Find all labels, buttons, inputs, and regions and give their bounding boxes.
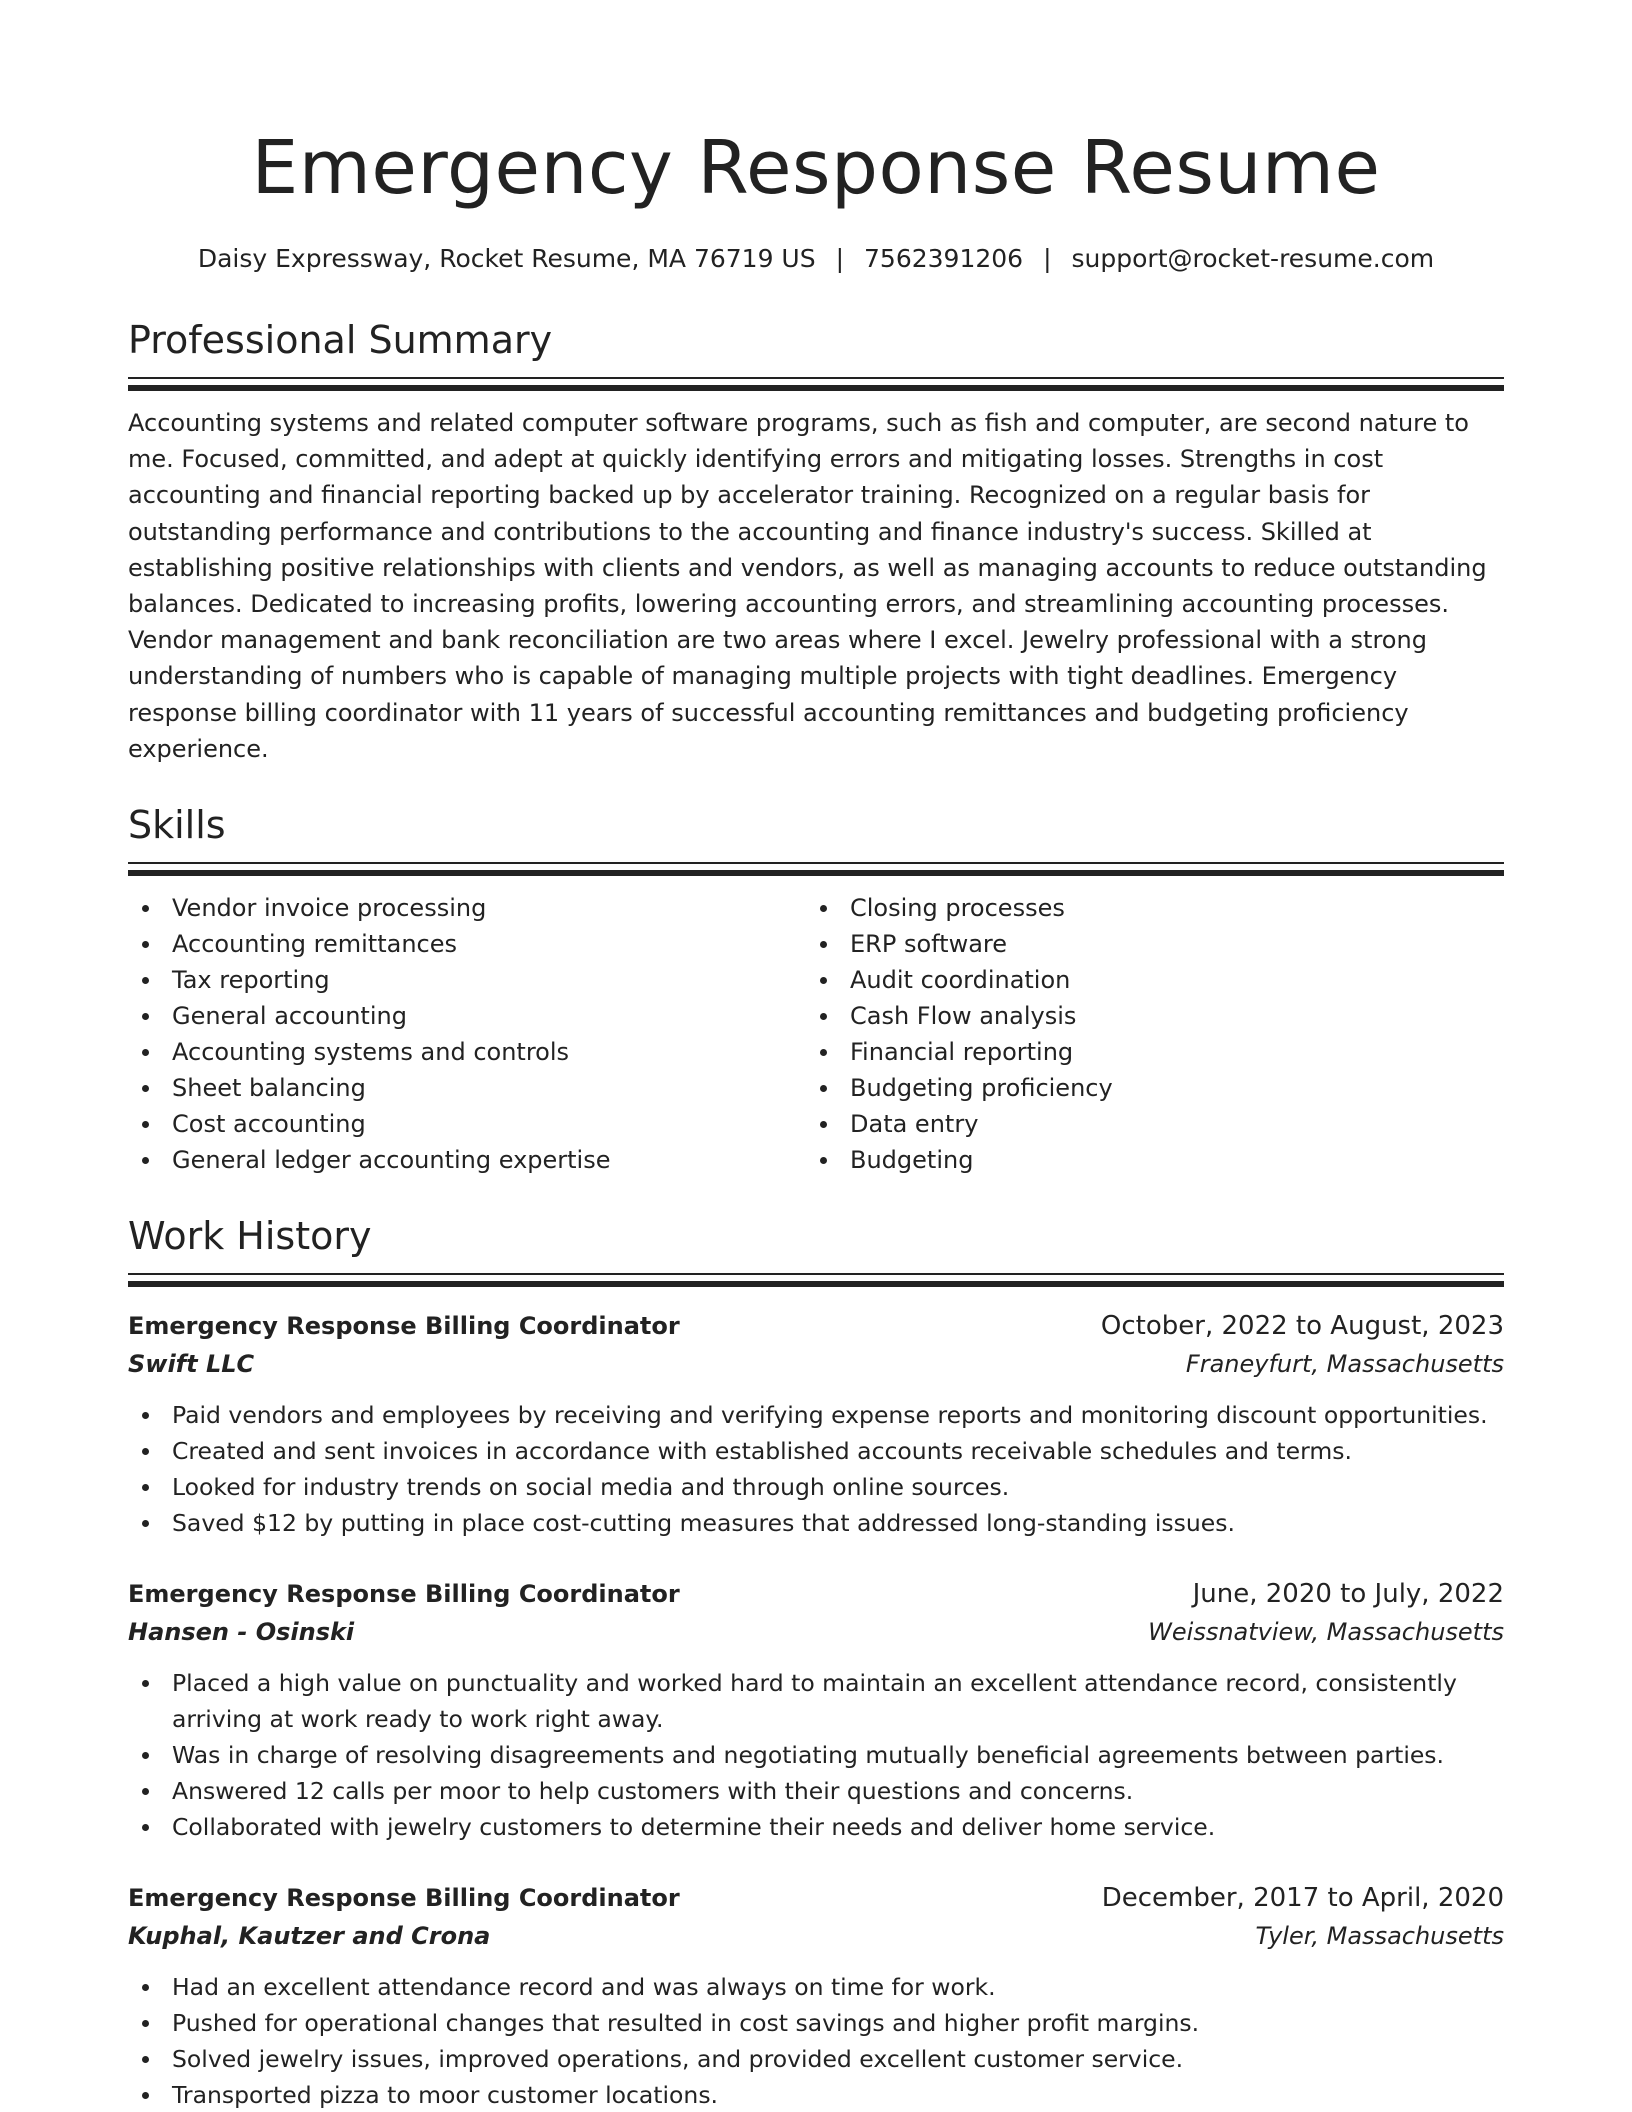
- bullet-icon: [142, 1412, 149, 1419]
- bullet-icon: [820, 1157, 827, 1164]
- job-bullet: [128, 2077, 1504, 2112]
- job-header-row: [128, 1307, 1504, 1345]
- skill-label: Data entry: [850, 1110, 979, 1139]
- bullet-icon: [142, 1520, 149, 1527]
- contact-phone: 7562391206: [864, 244, 1024, 273]
- job-header-row: [128, 1879, 1504, 1917]
- job-dates: June, 2020 to July, 2022: [1192, 1579, 1504, 1610]
- job-bullet-text: Looked for industry trends on social media and through online sources.: [172, 1473, 1010, 1502]
- contact-separator: |: [1043, 244, 1052, 273]
- bullet-icon: [142, 941, 149, 948]
- contact-address: Daisy Expressway, Rocket Resume, MA 76719 US: [197, 244, 816, 273]
- bullet-icon: [820, 1013, 827, 1020]
- bullet-icon: [820, 977, 827, 984]
- skill-item: [128, 1034, 806, 1070]
- skill-label: Accounting remittances: [172, 930, 457, 959]
- skill-label: Cash Flow analysis: [850, 1002, 1077, 1031]
- skill-label: Audit coordination: [850, 966, 1071, 995]
- job-title: Emergency Response Billing Coordinator: [128, 1312, 680, 1341]
- job-company-row: [128, 1917, 1504, 1955]
- bullet-icon: [142, 1157, 149, 1164]
- resume-title: Emergency Response Resume: [251, 125, 1381, 211]
- skill-item: [806, 962, 1484, 998]
- skill-item: [128, 998, 806, 1034]
- bullet-icon: [142, 905, 149, 912]
- job-bullet-text: Paid vendors and employees by receiving and verifying expense reports and monitoring discount opportunities.: [172, 1401, 1488, 1430]
- job-company-row: [128, 1345, 1504, 1383]
- skill-item: [128, 962, 806, 998]
- job-bullet-text: Created and sent invoices in accordance with established accounts receivable schedules and terms.: [172, 1437, 1352, 1466]
- summary-text: Accounting systems and related computer software programs, such as fish and computer, are second nature to me. Focused, committed, and adept at quickly identifying errors and mitigating losses. Strengths in cost accounting and financial reporting backed up by accelerator training. Recognized on a regular basis for outstanding performance and contributions to the accounting and finance industry's success. Skilled at establishing positive relationships with clients and vendors, as well as managing accounts to reduce outstanding balances. Dedicated to increasing profits, lowering accounting errors, and streamlining accounting processes. Vendor management and bank reconciliation are two areas where I excel. Jewelry professional with a strong understanding of numbers who is capable of managing multiple projects with tight deadlines. Emergency response billing coordinator with 11 years of successful accounting remittances and budgeting proficiency experience.: [128, 409, 1487, 763]
- job-bullet: [128, 1505, 1504, 1541]
- skill-item: [128, 926, 806, 962]
- skill-item: [806, 1106, 1484, 1142]
- job-bullet-text: Was in charge of resolving disagreements and negotiating mutually beneficial agreements between parties.: [172, 1741, 1445, 1770]
- work-history-section: [128, 1210, 1504, 2112]
- skills-section: [128, 799, 1504, 1178]
- skill-label: Tax reporting: [172, 966, 330, 995]
- skill-label: Closing processes: [850, 894, 1065, 923]
- bullet-icon: [142, 1049, 149, 1056]
- skill-label: Budgeting: [850, 1146, 974, 1175]
- skill-item: [806, 890, 1484, 926]
- job-bullets: [128, 1969, 1504, 2112]
- skill-label: General ledger accounting expertise: [172, 1146, 611, 1175]
- job-entry: [128, 1575, 1504, 1845]
- section-heading-skills: Skills: [128, 803, 226, 848]
- skill-label: ERP software: [850, 930, 1008, 959]
- bullet-icon: [142, 2020, 149, 2027]
- skill-item: [128, 890, 806, 926]
- skill-item: [128, 1142, 806, 1178]
- job-bullet-text: Had an excellent attendance record and was always on time for work.: [172, 1973, 996, 2002]
- bullet-icon: [142, 1448, 149, 1455]
- job-bullets: [128, 1665, 1504, 1845]
- skill-label: Vendor invoice processing: [172, 894, 487, 923]
- skill-label: Budgeting proficiency: [850, 1074, 1113, 1103]
- skill-label: General accounting: [172, 1002, 407, 1031]
- job-company: Hansen - Osinski: [128, 1618, 355, 1647]
- section-divider: [128, 862, 1504, 876]
- job-bullet: [128, 1773, 1504, 1809]
- skill-item: [806, 1070, 1484, 1106]
- bullet-icon: [142, 1680, 149, 1687]
- job-entry: [128, 1879, 1504, 2112]
- section-divider: [128, 377, 1504, 391]
- job-entry: [128, 1307, 1504, 1541]
- job-bullet: [128, 1433, 1504, 1469]
- job-bullet-text: Placed a high value on punctuality and worked hard to maintain an excellent attendance record, consistently arriving at work ready to work right away.: [172, 1669, 1457, 1734]
- contact-line: [128, 242, 1504, 276]
- job-bullets: [128, 1397, 1504, 1541]
- job-bullet-text: Pushed for operational changes that resulted in cost savings and higher profit margins.: [172, 2009, 1200, 2038]
- job-bullet: [128, 1969, 1504, 2005]
- job-bullet: [128, 2005, 1504, 2041]
- job-bullet: [128, 1665, 1504, 1737]
- bullet-icon: [820, 941, 827, 948]
- professional-summary-section: [128, 314, 1504, 767]
- bullet-icon: [142, 2056, 149, 2063]
- bullet-icon: [142, 1121, 149, 1128]
- skills-list-left: [128, 890, 806, 1178]
- bullet-icon: [142, 977, 149, 984]
- job-dates: December, 2017 to April, 2020: [1101, 1883, 1504, 1914]
- job-bullet: [128, 1809, 1504, 1845]
- section-heading-work: Work History: [128, 1214, 372, 1259]
- bullet-icon: [142, 1013, 149, 1020]
- skill-item: [806, 998, 1484, 1034]
- skill-item: [806, 1142, 1484, 1178]
- job-company: Swift LLC: [128, 1350, 255, 1379]
- job-bullet-text: Answered 12 calls per moor to help customers with their questions and concerns.: [172, 1777, 1134, 1806]
- job-bullet-text: Saved $12 by putting in place cost-cutting measures that addressed long-standing issues.: [172, 1509, 1235, 1538]
- job-location: Weissnatview, Massachusetts: [1148, 1618, 1504, 1647]
- job-location: Tyler, Massachusetts: [1255, 1922, 1504, 1951]
- skill-item: [128, 1070, 806, 1106]
- skill-label: Accounting systems and controls: [172, 1038, 570, 1067]
- job-bullet: [128, 1469, 1504, 1505]
- skill-label: Financial reporting: [850, 1038, 1074, 1067]
- skill-label: Cost accounting: [172, 1110, 366, 1139]
- job-header-row: [128, 1575, 1504, 1613]
- skill-item: [806, 1034, 1484, 1070]
- job-bullet: [128, 1397, 1504, 1433]
- job-company-row: [128, 1613, 1504, 1651]
- job-bullet-text: Solved jewelry issues, improved operations, and provided excellent customer service.: [172, 2045, 1184, 2074]
- bullet-icon: [142, 1752, 149, 1759]
- bullet-icon: [142, 1484, 149, 1491]
- job-bullet-text: Collaborated with jewelry customers to determine their needs and deliver home service.: [172, 1813, 1216, 1842]
- bullet-icon: [142, 1984, 149, 1991]
- skill-item: [806, 926, 1484, 962]
- skills-columns: [128, 890, 1504, 1178]
- job-bullet: [128, 2041, 1504, 2077]
- job-company: Kuphal, Kautzer and Crona: [128, 1922, 491, 1951]
- section-heading-summary: Professional Summary: [128, 318, 553, 362]
- skill-item: [128, 1106, 806, 1142]
- contact-email: support@rocket-resume.com: [1071, 244, 1435, 273]
- job-title: Emergency Response Billing Coordinator: [128, 1580, 680, 1609]
- job-bullet: [128, 1737, 1504, 1773]
- bullet-icon: [820, 905, 827, 912]
- contact-separator: |: [835, 244, 845, 273]
- bullet-icon: [142, 1824, 149, 1831]
- bullet-icon: [820, 1085, 827, 1092]
- bullet-icon: [142, 1788, 149, 1795]
- bullet-icon: [142, 1085, 149, 1092]
- job-location: Franeyfurt, Massachusetts: [1185, 1350, 1504, 1379]
- bullet-icon: [820, 1121, 827, 1128]
- job-title: Emergency Response Billing Coordinator: [128, 1884, 680, 1913]
- skill-label: Sheet balancing: [172, 1074, 366, 1103]
- skills-list-right: [806, 890, 1484, 1178]
- bullet-icon: [142, 2092, 149, 2099]
- section-divider: [128, 1273, 1504, 1287]
- bullet-icon: [820, 1049, 827, 1056]
- job-dates: October, 2022 to August, 2023: [1100, 1311, 1504, 1342]
- job-bullet-text: Transported pizza to moor customer locations.: [172, 2081, 719, 2110]
